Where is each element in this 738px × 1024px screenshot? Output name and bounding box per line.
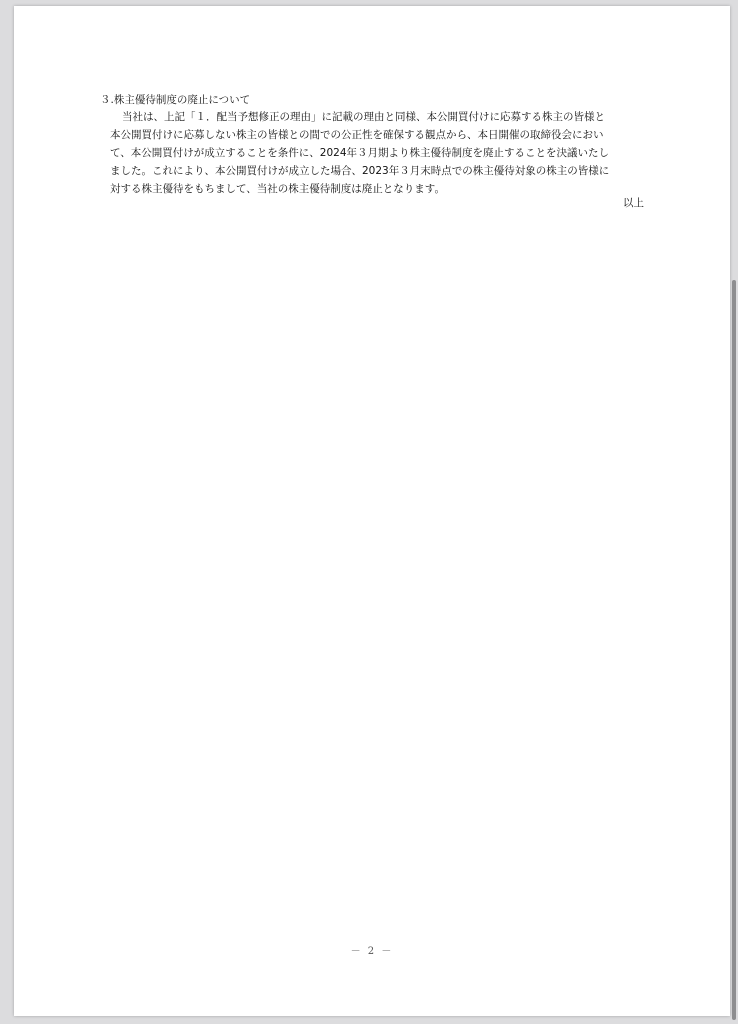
paragraph-line: ました。これにより、本公開買付けが成立した場合、2023年３月末時点での株主優待対象の株主の皆様に [110,165,610,177]
paragraph-line: て、本公開買付けが成立することを条件に、2024年３月期より株主優待制度を廃止することを決議いたし [110,147,610,159]
document-page [14,6,730,1016]
vertical-scrollbar[interactable] [732,280,736,1020]
page-number: － 2 － [350,946,394,957]
paragraph-line: 対する株主優待をもちまして、当社の株主優待制度は廃止となります。 [110,183,445,195]
section-paragraph [110,108,646,198]
closing-remark: 以上 [623,197,644,209]
paragraph-line: 当社は、上記「１．配当予想修正の理由」に記載の理由と同様、本公開買付けに応募する株主の皆様と [122,111,605,123]
section-heading: ３.株主優待制度の廃止について [100,94,251,106]
paragraph-line: 本公開買付けに応募しない株主の皆様との間での公正性を確保する観点から、本日開催の取締役会におい [110,129,604,141]
